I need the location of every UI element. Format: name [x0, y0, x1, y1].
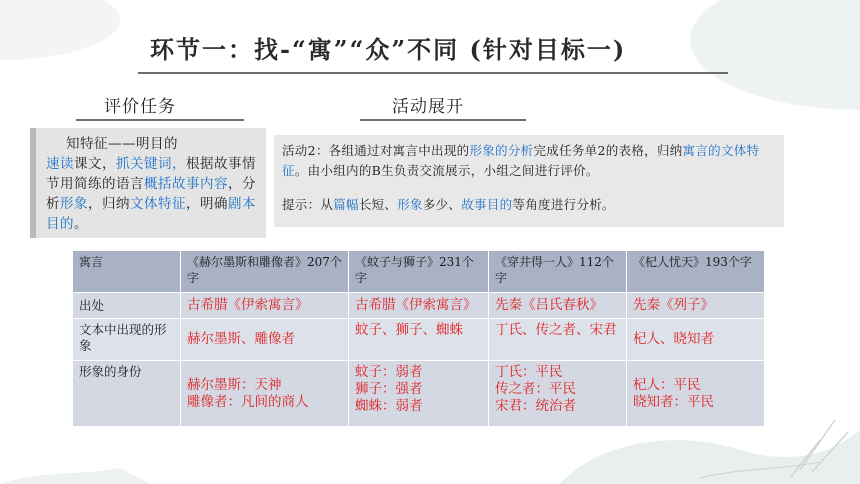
activity-text-part: 活动2：各组通过对寓言中出现的 — [282, 143, 470, 158]
table-cell: 赫尔墨斯、雕像者 — [181, 319, 349, 361]
row-label: 文本中出现的形象 — [73, 319, 181, 361]
table-cell: 先秦《吕氏春秋》 — [489, 293, 627, 319]
table-cell — [349, 361, 489, 427]
activity-hint — [282, 195, 778, 215]
activity-text — [282, 143, 759, 178]
task-seg-3: 抓关键词， — [116, 156, 186, 172]
hint-keyword: 形象 — [397, 197, 423, 212]
title-rule — [138, 72, 728, 74]
table-cell — [489, 361, 627, 427]
table-row — [73, 293, 765, 319]
activity-text-part: 。由小组内的B生负责交流展示，小组之间进行评价。 — [294, 163, 599, 178]
identity-line: 蜘蛛：弱者 — [355, 398, 423, 414]
task-seg-2: 课文， — [74, 156, 116, 172]
table-cell — [181, 361, 349, 427]
task-seg-10: ，明确 — [186, 196, 228, 212]
task-title: 知特征——明目的 — [66, 136, 178, 152]
activity-heading: 活动展开 — [392, 97, 464, 117]
hint-text-part: 等角度进行分析。 — [512, 197, 615, 212]
evaluation-task-heading: 评价任务 — [104, 97, 176, 117]
hint-text-part: 多少、 — [422, 197, 462, 212]
header-cell: 《蚊子与狮子》231个字 — [349, 251, 489, 293]
task-seg-7: 形象 — [60, 196, 88, 212]
header-cell-fable: 寓言 — [73, 251, 181, 293]
table-cell: 先秦《列子》 — [627, 293, 765, 319]
identity-line: 宋君：统治者 — [495, 398, 576, 414]
activity-keyword: 寓言的文体特征 — [282, 143, 760, 178]
header-cell: 《穿井得一人》112个字 — [489, 251, 627, 293]
hint-keyword: 故事目的 — [461, 197, 513, 212]
hint-text-part: 长短、 — [358, 197, 398, 212]
identity-line: 狮子：强者 — [355, 381, 423, 397]
evaluation-task-box — [30, 128, 266, 238]
activity-keyword: 形象的分析 — [469, 143, 534, 158]
table-cell: 古希腊《伊索寓言》 — [349, 293, 489, 319]
table-row — [73, 319, 765, 361]
table-cell: 丁氏、传之者、宋君 — [489, 319, 627, 361]
row-label: 出处 — [73, 293, 181, 319]
table-cell: 古希腊《伊索寓言》 — [181, 293, 349, 319]
task-seg-12: 。 — [74, 216, 88, 232]
identity-line: 丁氏：平民 — [495, 364, 563, 380]
fable-comparison-table — [72, 250, 765, 427]
task-seg-4: 根据故事情节用简练的语言 — [46, 156, 256, 192]
identity-line: 晓知者：平民 — [633, 393, 714, 410]
table-row — [73, 361, 765, 427]
identity-line: 传之者：平民 — [495, 381, 576, 397]
hint-text-part: 提示：从 — [282, 197, 334, 212]
identity-line: 杞人：平民 — [633, 376, 701, 393]
identity-line: 雕像者：凡间的商人 — [187, 393, 309, 410]
header-cell: 《杞人忧天》193个字 — [627, 251, 765, 293]
task-seg-8: ，归纳 — [88, 196, 130, 212]
task-seg-5: 概括故事内容 — [144, 176, 228, 192]
slide-title: 环节一：找-“寓”“众”不同 (针对目标一) — [150, 35, 627, 64]
task-seg-9: 文体特征 — [130, 196, 186, 212]
hint-keyword: 篇幅 — [333, 197, 359, 212]
row-label: 形象的身份 — [73, 361, 181, 427]
table-cell: 杞人、晓知者 — [627, 319, 765, 361]
evaluation-heading-rule — [76, 119, 244, 121]
activity-text-part: 完成任务单2的表格，归纳 — [533, 143, 683, 158]
table-header-row — [73, 251, 765, 293]
activity-heading-rule — [360, 119, 526, 121]
task-seg-6: ，分析 — [46, 176, 256, 212]
table-cell — [627, 361, 765, 427]
header-cell: 《赫尔墨斯和雕像者》207个字 — [181, 251, 349, 293]
identity-line: 蚊子：弱者 — [355, 364, 423, 380]
task-seg-1: 速读 — [46, 156, 74, 172]
identity-line: 赫尔墨斯：天神 — [187, 376, 282, 393]
task-seg-11: 剧本目的 — [46, 196, 256, 232]
table-cell: 蚊子、狮子、蜘蛛 — [349, 319, 489, 361]
activity-box — [274, 135, 784, 227]
